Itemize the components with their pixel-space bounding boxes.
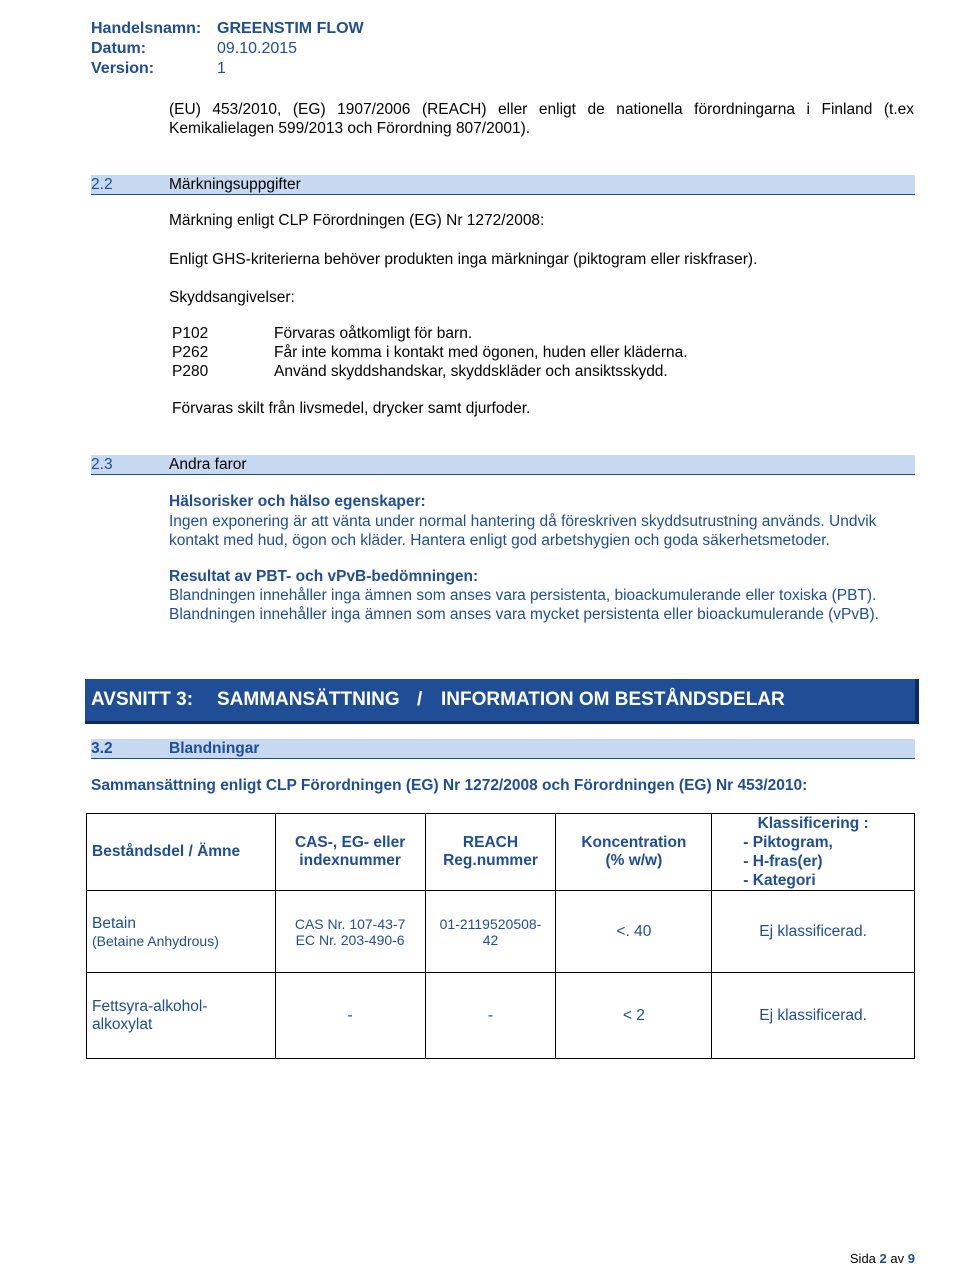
- statement-text: Förvaras oåtkomligt för barn.: [274, 325, 473, 342]
- section-3-2-title: Blandningar: [169, 740, 260, 757]
- header-reach-line: REACH: [462, 834, 519, 851]
- section-3-label: AVSNITT 3:: [91, 689, 194, 710]
- header-class-line: - Piktogram,: [743, 834, 833, 851]
- section-2-2-title: Märkningsuppgifter: [169, 176, 301, 193]
- page-total: 9: [907, 1251, 915, 1266]
- health-line-1: Ingen exponering är att vänta under normal hantering då föreskriven skyddsutrustning används. Undvik: [169, 513, 877, 530]
- version-value: 1: [217, 60, 226, 77]
- substance-name: Fettsyra-alkohol-: [92, 997, 208, 1015]
- cell-classification: Ej klassificerad.: [712, 973, 915, 1059]
- statement-code: P262: [172, 344, 209, 361]
- header-substance: Beståndsdel / Ämne: [87, 814, 276, 891]
- header-cas: [275, 814, 425, 891]
- substance-name: alkoxylat: [92, 1015, 153, 1033]
- section-2-3-bar: [91, 455, 915, 475]
- statement-text: Använd skyddshandskar, skyddskläder och ansiktsskydd.: [274, 363, 668, 380]
- page-prefix: Sida: [849, 1251, 876, 1266]
- cell-concentration: < 2: [556, 973, 712, 1059]
- header-conc-line: (% w/w): [605, 852, 663, 869]
- trade-name-value: GREENSTIM FLOW: [217, 20, 364, 37]
- statement-code: P280: [172, 363, 209, 380]
- cas-line: EC Nr. 203-490-6: [295, 931, 405, 948]
- section-2-3-num-a: 2.: [91, 456, 104, 473]
- section-2-3-num-b: 3: [103, 456, 113, 473]
- cell-substance: [87, 891, 276, 973]
- pbt-heading: Resultat av PBT- och vPvB-bedömningen:: [169, 568, 479, 585]
- header-reach-line: Reg.nummer: [443, 852, 538, 869]
- pbt-line-1: Blandningen innehåller inga ämnen som anses vara persistenta, bioackumulerande eller toxiska (PBT).: [169, 587, 877, 604]
- table-row: [87, 973, 915, 1059]
- cell-reach: -: [425, 973, 556, 1059]
- cell-cas: -: [275, 973, 425, 1059]
- version-label: Version:: [91, 60, 155, 77]
- statement-text: Får inte komma i kontakt med ögonen, huden eller kläderna.: [274, 344, 688, 361]
- section-2-3-title: Andra faror: [169, 456, 247, 473]
- substance-name: Betain: [92, 914, 136, 932]
- section-2-2-bar: [91, 175, 915, 195]
- health-heading: Hälsorisker och hälso egenskaper:: [169, 493, 426, 510]
- page-current: 2: [879, 1251, 887, 1266]
- cell-concentration: <. 40: [556, 891, 712, 973]
- date-label: Datum:: [91, 40, 147, 57]
- header-cas-line: indexnummer: [299, 852, 401, 869]
- section-3-banner: [85, 679, 919, 724]
- cell-cas: [275, 891, 425, 973]
- section-2-2-num-a: 2.: [91, 176, 104, 193]
- precaution-label: Skyddsangivelser:: [169, 289, 295, 306]
- pbt-line-2: Blandningen innehåller inga ämnen som anses vara mycket persistenta eller bioackumulerande (vPvB).: [169, 606, 879, 623]
- header-cas-line: CAS-, EG- eller: [294, 834, 406, 851]
- section-3-2-num-a: 3.: [91, 740, 104, 757]
- document-header: [91, 19, 364, 79]
- date-value: 09.10.2015: [217, 40, 298, 57]
- header-class-line: - Kategori: [743, 872, 816, 889]
- header-conc-line: Koncentration: [581, 834, 687, 851]
- section-3-2-bar: [91, 739, 915, 759]
- header-classification: [712, 814, 915, 891]
- reach-line: 42: [482, 931, 499, 948]
- substance-subname: (Betaine Anhydrous): [92, 932, 219, 949]
- page-separator: av: [890, 1251, 905, 1266]
- storage-text: Förvaras skilt från livsmedel, drycker samt djurfoder.: [172, 400, 531, 417]
- intro-paragraph: (EU) 453/2010, (EG) 1907/2006 (REACH) eller enligt de nationella förordningarna i Finland (t.ex Kemikalielagen 599/2013 och Förordning 807/2001).: [169, 101, 914, 137]
- section-3-slash: /: [417, 689, 423, 710]
- reach-line: 01-2119520508-: [439, 915, 542, 932]
- statement-code: P102: [172, 325, 209, 342]
- table-row: [87, 891, 915, 973]
- section-3-word-2: INFORMATION OM BESTÅNDSDELAR: [441, 689, 785, 710]
- cell-reach: [425, 891, 556, 973]
- table-header-row: [87, 814, 915, 891]
- header-concentration: [556, 814, 712, 891]
- header-class-line: Klassificering :: [757, 815, 869, 832]
- ghs-text: Enligt GHS-kriterierna behöver produkten inga märkningar (piktogram eller riskfraser).: [169, 251, 758, 268]
- composition-table: [86, 813, 915, 1059]
- trade-name-label: Handelsnamn:: [91, 20, 202, 37]
- header-class-line: - H-fras(er): [743, 853, 823, 870]
- cell-substance: [87, 973, 276, 1059]
- page-number: [850, 1251, 915, 1266]
- section-2-2-num-b: 2: [103, 176, 113, 193]
- header-reach: [425, 814, 556, 891]
- clp-heading: Märkning enligt CLP Förordningen (EG) Nr 1272/2008:: [169, 212, 545, 229]
- section-3-word-1: SAMMANSÄTTNING: [217, 689, 400, 710]
- cell-classification: Ej klassificerad.: [712, 891, 915, 973]
- composition-heading: Sammansättning enligt CLP Förordningen (EG) Nr 1272/2008 och Förordningen (EG) Nr 453/2010:: [91, 777, 808, 794]
- cas-line: CAS Nr. 107-43-7: [294, 915, 406, 932]
- health-line-2: kontakt med hud, ögon och kläder. Hantera enligt god arbetshygien och goda säkerhetsmetoder.: [169, 532, 830, 549]
- section-3-2-num-b: 2: [103, 740, 113, 757]
